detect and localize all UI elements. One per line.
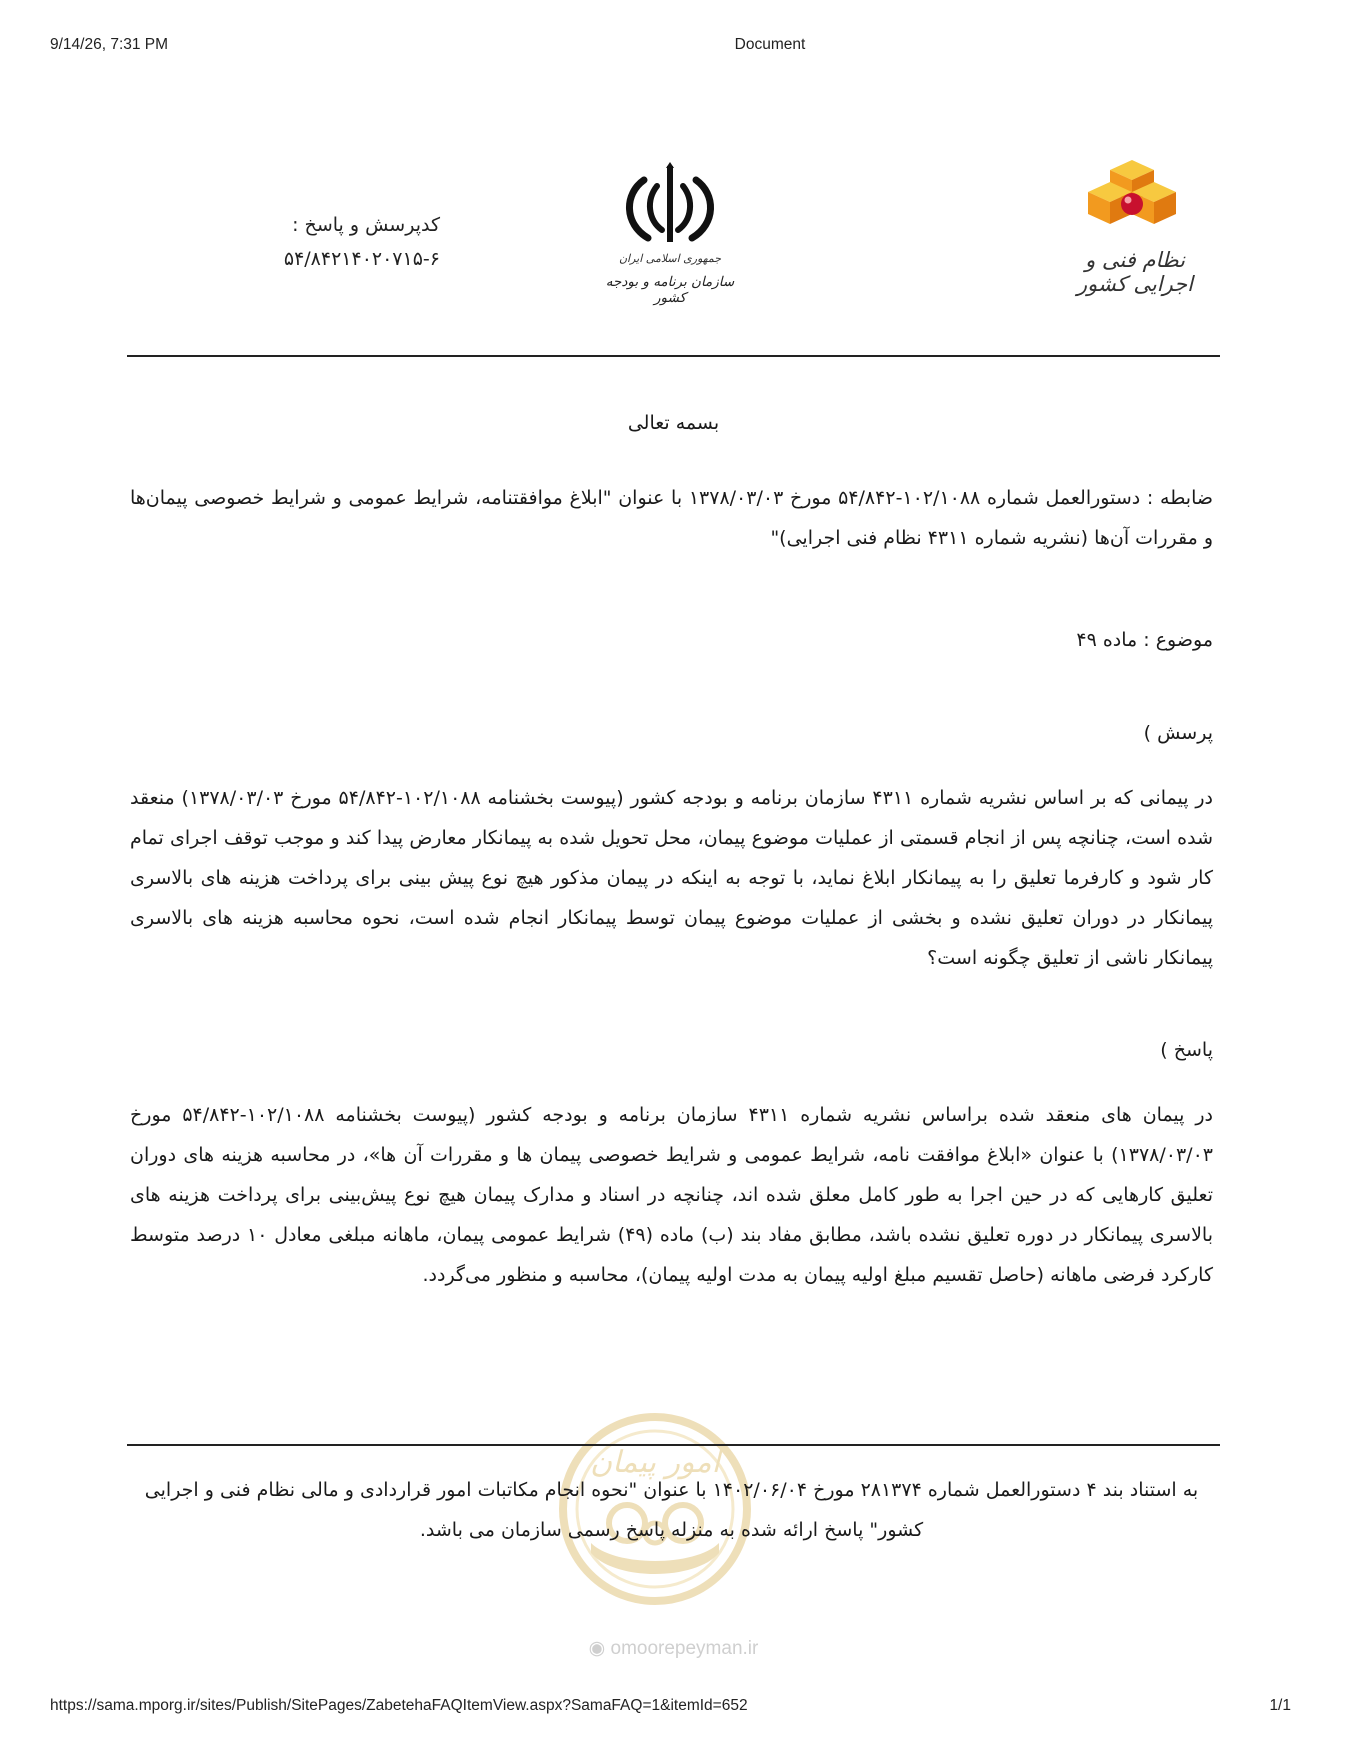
- header-divider: [127, 355, 1220, 357]
- iran-emblem-icon: [600, 160, 740, 250]
- emblem-caption-line1: جمهوری اسلامی ایران: [618, 252, 722, 265]
- iran-emblem-logo: [600, 160, 740, 310]
- logo-right-caption: نظام فنی و اجرایی کشور: [1077, 248, 1193, 296]
- watermark-globe-icon: ◉: [588, 1638, 611, 1659]
- print-url[interactable]: https://sama.mporg.ir/sites/Publish/SitePages/ZabetehaFAQItemView.aspx?SamaFAQ=1&itemId=652: [50, 1697, 748, 1714]
- nezam-fanni-logo: [1060, 160, 1210, 305]
- subject-line: موضوع : ماده ۴۹: [1076, 629, 1213, 651]
- print-header: [0, 36, 1347, 56]
- code-label: کدپرسش و پاسخ :: [292, 214, 440, 236]
- answer-text: در پیمان های منعقد شده براساس نشریه شماره ۴۳۱۱ سازمان برنامه و بودجه کشور (پیوست بخشنامه ۱۰۲/۱۰۸۸-۵۴/۸۴۲ مورخ ۱۳۷۸/۰۳/۰۳) با عنوان «ابلاغ موافقت نامه، شرایط عمومی و شرایط خصوصی پیمان ها و مقررات آن ها»، در محاسبه هزینه های دوران تعلیق کارهایی که در حین اجرا به طور کامل معلق شده اند، چنانچه در اسناد و مدارک پیمان هیچ نوع پیش‌بینی برای پرداخت هزینه های بالاسری پیمانکار در دوره تعلیق نشده باشد، مطابق مفاد بند (ب) ماده (۴۹) شرایط عمومی پیمان، ماهانه مبلغی معادل ۱۰ درصد متوسط کارکرد فرضی ماهانه (حاصل تقسیم مبلغ اولیه پیمان به مدت اولیه پیمان)، محاسبه و منظور می‌گردد.: [130, 1104, 1213, 1286]
- seal-caption: امور پیمان: [590, 1445, 720, 1480]
- print-footer: [0, 1697, 1347, 1717]
- bismillah-heading: بسمه تعالی: [627, 412, 720, 434]
- question-code-block: [250, 208, 440, 276]
- code-value: ۵۴/۸۴۲۱۴۰۲۰۷۱۵-۶: [283, 248, 440, 270]
- question-label: پرسش ): [1143, 722, 1213, 744]
- regulation-reference: ضابطه : دستورالعمل شماره ۱۰۲/۱۰۸۸-۵۴/۸۴۲ مورخ ۱۳۷۸/۰۳/۰۳ با عنوان "ابلاغ موافقتنامه، شرایط عمومی و شرایط خصوصی پیمان‌ها و مقررات آن‌ها (نشریه شماره ۴۳۱۱ نظام فنی اجرایی)": [130, 487, 1213, 549]
- footer-divider: [127, 1444, 1220, 1446]
- watermark-site: [0, 1637, 1347, 1660]
- question-text: در پیمانی که بر اساس نشریه شماره ۴۳۱۱ سازمان برنامه و بودجه کشور (پیوست بخشنامه ۱۰۲/۱۰۸۸-۵۴/۸۴۲ مورخ ۱۳۷۸/۰۳/۰۳) منعقد شده است، چنانچه پس از انجام قسمتی از عملیات موضوع پیمان، محل تحویل شده به پیمانکار معارض پیدا کند و موجب توقف اجرای تمام کار شود و کارفرما تعلیق را به پیمانکار ابلاغ نماید، با توجه به اینکه در پیمان مذکور هیچ نوع پیش بینی برای پرداخت هزینه های بالاسری پیمانکار در دوران تعلیق نشده و بخشی از عملیات موضوع پیمان توسط پیمانکار انجام شده است، نحوه محاسبه هزینه های بالاسری پیمانکار ناشی از تعلیق چگونه است؟: [130, 787, 1213, 969]
- official-reference-note: به استناد بند ۴ دستورالعمل شماره ۲۸۱۳۷۴ مورخ ۱۴۰۲/۰۶/۰۴ با عنوان "نحوه انجام مکاتبات امور قراردادی و مالی نظام فنی و اجرایی کشور" پاسخ ارائه شده به منزله پاسخ رسمی سازمان می باشد.: [144, 1479, 1199, 1541]
- print-title: Document: [734, 36, 806, 53]
- watermark-site-text: omoorepeyman.ir: [610, 1638, 759, 1659]
- emblem-caption-line2: سازمان برنامه و بودجه کشور: [605, 274, 735, 306]
- answer-label: پاسخ ): [1160, 1039, 1213, 1061]
- print-datetime: 9/14/26, 7:31 PM: [50, 36, 169, 53]
- print-page-number: 1/1: [1269, 1697, 1291, 1714]
